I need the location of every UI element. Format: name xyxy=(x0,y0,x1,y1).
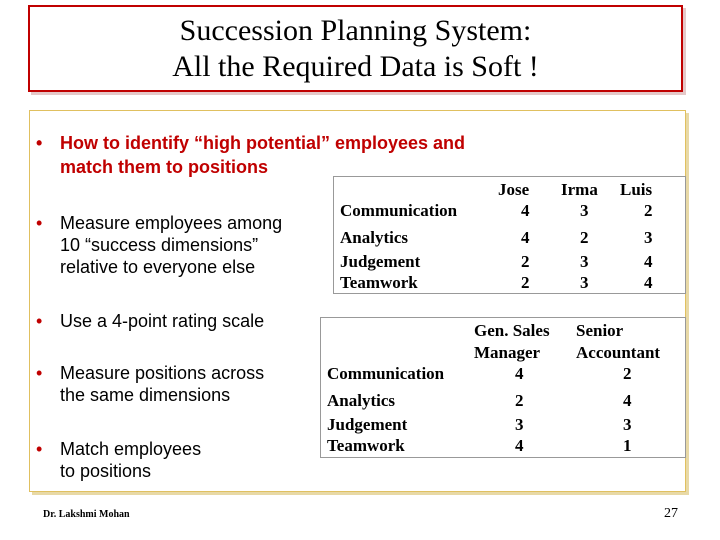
dimension-label: Judgement xyxy=(340,252,421,271)
bullet-text: the same dimensions xyxy=(60,385,231,405)
bullet-dot-icon: • xyxy=(36,439,43,459)
footer-author: Dr. Lakshmi Mohan xyxy=(43,509,130,520)
table-cell: 2 xyxy=(515,391,524,410)
table-cell: 2 xyxy=(521,273,530,292)
table-cell: 3 xyxy=(623,415,632,434)
employee-table xyxy=(333,176,686,294)
position-table xyxy=(320,317,686,458)
table-cell: 3 xyxy=(580,201,589,220)
employee-header: Irma xyxy=(561,180,598,199)
dimension-label: Analytics xyxy=(340,228,408,247)
table-cell: 3 xyxy=(515,415,524,434)
dimension-label: Communication xyxy=(340,201,458,220)
title-line-2: All the Required Data is Soft ! xyxy=(172,49,539,83)
title-box xyxy=(28,5,683,92)
table-cell: 2 xyxy=(623,364,632,383)
position-header: Gen. Sales xyxy=(474,321,550,340)
table-cell: 4 xyxy=(521,228,530,247)
bullet-text: Use a 4-point rating scale xyxy=(60,311,265,331)
table-cell: 3 xyxy=(580,273,589,292)
dimension-label: Judgement xyxy=(327,415,408,434)
bullet-text: 10 “success dimensions” xyxy=(60,235,259,255)
page-number: 27 xyxy=(664,506,678,521)
table-cell: 4 xyxy=(515,436,524,455)
bullet-text: relative to everyone else xyxy=(60,257,256,277)
table-cell: 4 xyxy=(515,364,524,383)
employee-header: Jose xyxy=(498,180,530,199)
bullet-text: Measure employees among xyxy=(60,213,283,233)
table-cell: 4 xyxy=(623,391,632,410)
table-cell: 3 xyxy=(644,228,653,247)
table-cell: 1 xyxy=(623,436,632,455)
dimension-label: Teamwork xyxy=(327,436,405,455)
bullet-dot-icon: • xyxy=(36,363,43,383)
title-line-1: Succession Planning System: xyxy=(179,13,532,47)
table-cell: 4 xyxy=(521,201,530,220)
dimension-label: Analytics xyxy=(327,391,395,410)
table-cell: 2 xyxy=(521,252,530,271)
bullet-dot-icon: • xyxy=(36,213,43,233)
position-header: Senior xyxy=(576,321,624,340)
dimension-label: Teamwork xyxy=(340,273,418,292)
position-header: Manager xyxy=(474,343,541,362)
table-cell: 2 xyxy=(644,201,653,220)
position-header: Accountant xyxy=(576,343,661,362)
bullet-dot-icon: • xyxy=(36,133,43,153)
bullet-text: Match employees xyxy=(60,439,202,459)
bullet-text: to positions xyxy=(60,461,152,481)
table-cell: 4 xyxy=(644,273,653,292)
table-cell: 4 xyxy=(644,252,653,271)
bullet-text: match them to positions xyxy=(60,157,269,177)
table-cell: 3 xyxy=(580,252,589,271)
table-cell: 2 xyxy=(580,228,589,247)
bullet-text: Measure positions across xyxy=(60,363,265,383)
dimension-label: Communication xyxy=(327,364,445,383)
bullet-dot-icon: • xyxy=(36,311,43,331)
employee-header: Luis xyxy=(620,180,653,199)
bullet-text: How to identify “high potential” employees and xyxy=(60,133,466,153)
